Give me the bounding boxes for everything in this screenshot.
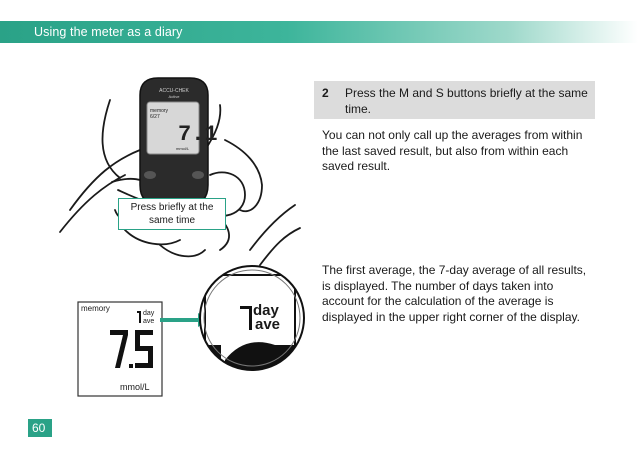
lcd-memory-label: memory	[81, 304, 110, 313]
callout-text: Press briefly at the same time	[130, 202, 214, 226]
svg-text:mmol/L: mmol/L	[176, 146, 190, 151]
lcd-day-label: day	[143, 310, 155, 317]
meter-device	[140, 78, 218, 205]
magnified-day-label: day	[253, 302, 279, 319]
lcd-unit-label: mmol/L	[120, 382, 150, 392]
step-instruction-box	[314, 81, 595, 119]
section-title: Using the meter as a diary	[34, 25, 183, 39]
press-briefly-callout	[118, 198, 226, 230]
paragraph-first-average: The first average, the 7-day average of all results, is displayed. The number of days taken into account for the calculation of the average is displayed in the upper right corner of the display.	[322, 263, 587, 324]
svg-text:ACCU-CHEK: ACCU-CHEK	[159, 88, 189, 94]
svg-text:memory: memory	[150, 108, 169, 114]
page-number-badge	[28, 419, 52, 437]
svg-text:7.1: 7.1	[178, 122, 218, 147]
step-text: Press the M and S buttons briefly at the same time.	[345, 86, 588, 116]
lcd-ave-label: ave	[143, 318, 155, 325]
svg-text:Active: Active	[168, 94, 180, 99]
svg-text:6/27: 6/27	[150, 114, 160, 120]
magnified-ave-label: ave	[255, 316, 281, 333]
step-number: 2	[322, 86, 329, 100]
page-number: 60	[32, 421, 46, 435]
paragraph-averages: You can not only call up the averages from within the last saved result, but also from within each saved result.	[322, 128, 583, 173]
magnified-view	[200, 266, 304, 380]
